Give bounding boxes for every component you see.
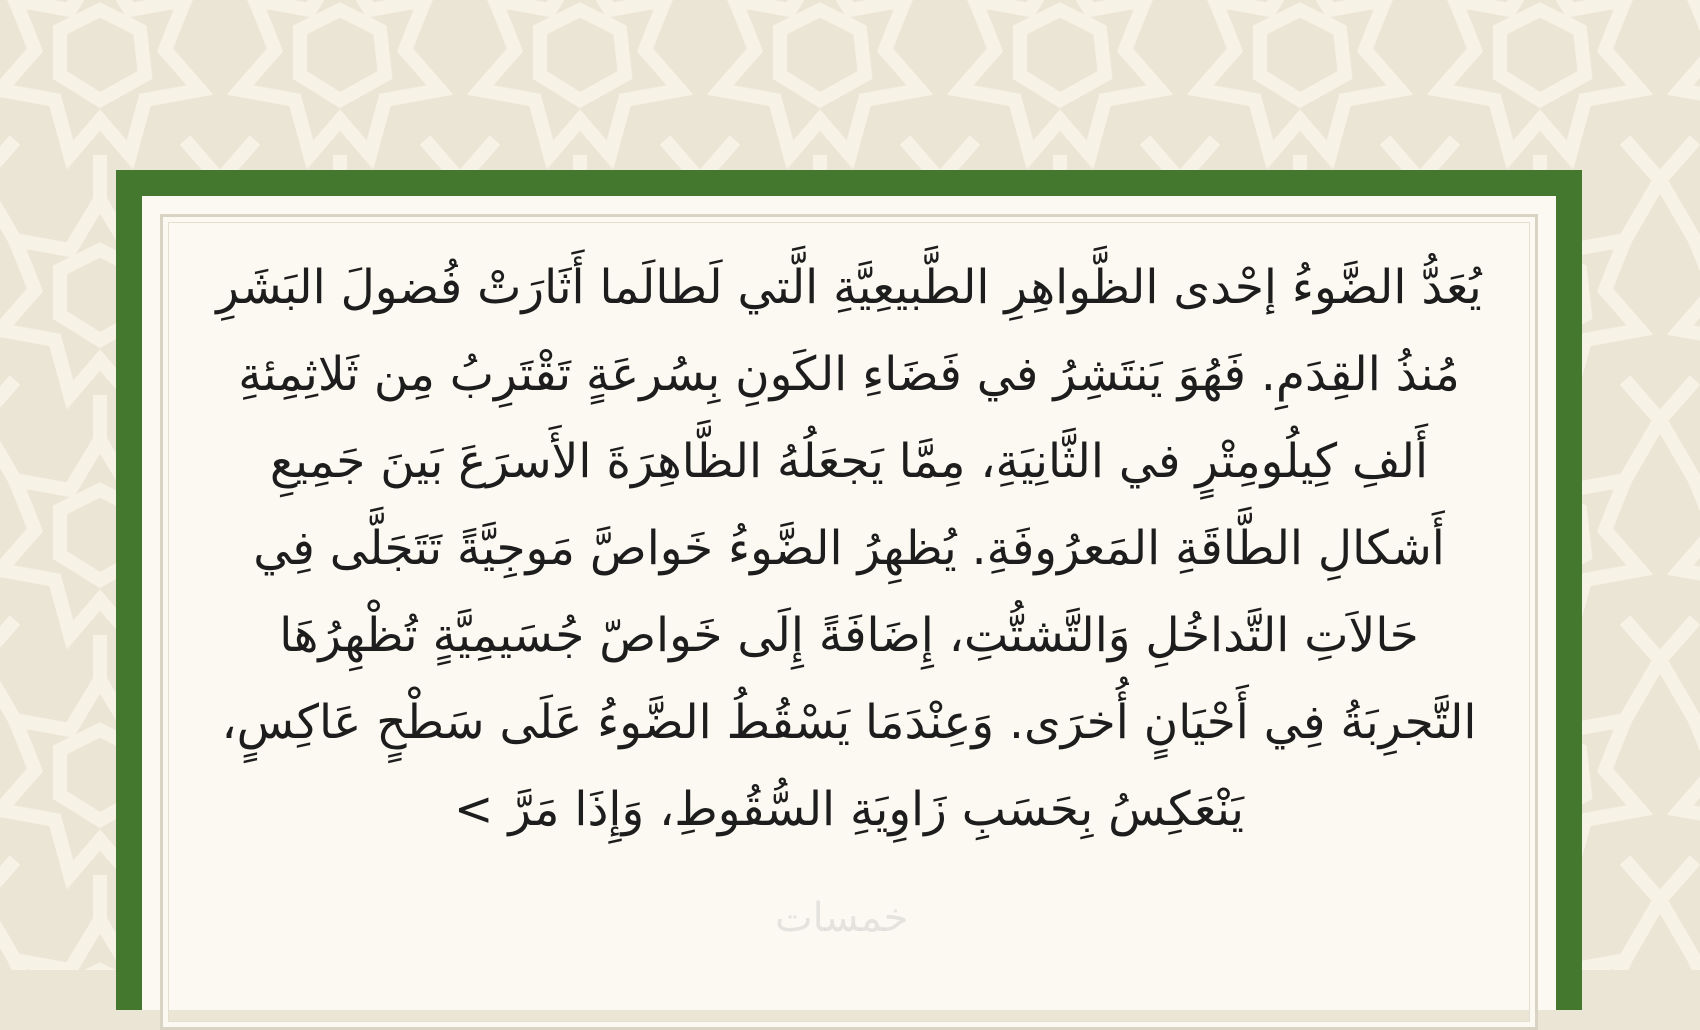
green-frame xyxy=(116,170,1582,1010)
arabic-paragraph xyxy=(212,244,1486,853)
watermark: خمسات xyxy=(775,895,909,941)
arrow-marker: > xyxy=(454,782,494,837)
paragraph-text: يُعَدُّ الضَّوءُ إحْدى الظَّواهِرِ الطَّبيعِيَّةِ الَّتي لَطالَما أَثَارَتْ فُضولَ البَشَرِ مُنذُ القِدَمِ. فَهُوَ يَنتَشِرُ في فَضَاءِ الكَونِ بِسُرعَةٍ تَقْتَرِبُ مِن ثَلاثِمِئةِ أَلفِ كِيلُومِتْرٍ في الثَّانِيَةِ، مِمَّا يَجعَلُهُ الظَّاهِرَةَ الأَسرَعَ بَينَ جَمِيعِ أَشكالِ الطَّاقَةِ المَعرُوفَةِ. يُظهِرُ الضَّوءُ خَواصَّ مَوجِيَّةً تَتَجَلَّى فِي حَالاَتِ التَّداخُلِ وَالتَّشتُّتِ، إِضَافَةً إِلَى خَواصّ جُسَيمِيَّةٍ تُظْهِرُهَا التَّجرِبَةُ فِي أَحْيَانٍ أُخرَى. وَعِنْدَمَا يَسْقُطُ الضَّوءُ عَلَى سَطْحٍ عَاكِسٍ، يَنْعَكِسُ بِحَسَبِ زَاوِيَةِ السُّقُوطِ، وَإِذَا مَرَّ xyxy=(216,260,1482,837)
text-card xyxy=(142,196,1556,1010)
